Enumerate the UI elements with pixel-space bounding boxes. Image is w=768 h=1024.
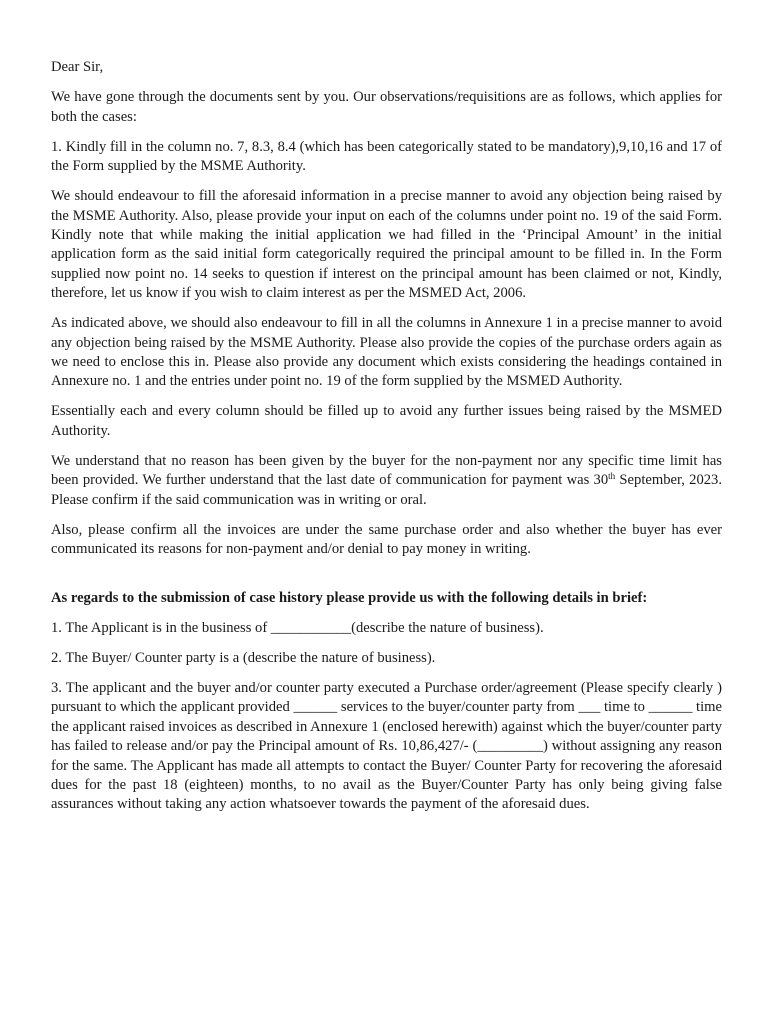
item-applicant-business: 1. The Applicant is in the business of ___________(describe the nature of business). xyxy=(51,619,544,636)
item-buyer-business: 2. The Buyer/ Counter party is a (describe the nature of business). xyxy=(51,649,436,666)
understand-text-start: We understand that no reason has been given by the buyer for the non-payment nor any specific time limit has been provided. We further understand that the last date of communication for payment was 30 xyxy=(51,452,722,489)
precise-manner-paragraph: We should endeavour to fill the aforesaid information in a precise manner to avoid any objection being raised by the MSME Authority. Also, please provide your input on each of the columns under point no. 19 of the said Form. Kindly note that while making the initial application we had filled in the ‘Principal Amount’ in the initial application form as the said initial form categorically required the principal amount to be filled in. In the Form supplied now point no. 14 seeks to question if interest on the principal amount has been claimed or not, Kindly, therefore, let us know if you wish to claim interest as per the MSMED Act, 2006. xyxy=(51,188,722,302)
understand-text-end: September, 2023. Please confirm if the said communication was in writing or oral. xyxy=(51,472,722,508)
letter-page xyxy=(51,58,722,825)
annexure-paragraph: As indicated above, we should also endeavour to fill in all the columns in Annexure 1 in a precise manner to avoid any objection being raised by the MSME Authority. Please also provide the copies of the purchase orders again as we need to enclose this in. Please also provide any document which exists considering the headings contained in Annexure no. 1 and the entries under point no. 19 of the form supplied by the MSMED Authority. xyxy=(51,315,722,390)
column-fill-paragraph: 1. Kindly fill in the column no. 7, 8.3, 8.4 (which has been categorically stated to be mandatory),9,10,16 and 17 of the Form supplied by the MSME Authority. xyxy=(51,138,722,175)
case-history-heading: As regards to the submission of case history please provide us with the following details in brief: xyxy=(51,589,648,606)
salutation: Dear Sir, xyxy=(51,59,104,75)
every-column-paragraph: Essentially each and every column should be filled up to avoid any further issues being raised by the MSMED Authority. xyxy=(51,403,722,439)
item-purchase-order: 3. The applicant and the buyer and/or counter party executed a Purchase order/agreement (Please specify clearly ) pursuant to which the applicant provided ______ services to the buyer/counter party from ___ time to ______ time the applicant raised invoices as described in Annexure 1 (enclosed herewith) against which the buyer/counter party has failed to release and/or pay the Principal amount of Rs. 10,86,427/- (_________) without assigning any reason for the same. The Applicant has made all attempts to contact the Buyer/ Counter Party for recovering the aforesaid dues for the past 18 (eighteen) months, to no avail as the Buyer/Counter Party has only being giving false assurances without taking any action whatsoever towards the payment of the aforesaid dues. xyxy=(51,679,722,813)
understand-paragraph xyxy=(51,452,722,510)
date-ordinal-suffix: th xyxy=(608,471,616,482)
invoices-paragraph: Also, please confirm all the invoices are under the same purchase order and also whether the buyer has ever communicated its reasons for non-payment and/or denial to pay money in writing. xyxy=(51,521,722,558)
observations-intro-paragraph: We have gone through the documents sent by you. Our observations/requisitions are as follows, which applies for both the cases: xyxy=(51,89,722,125)
